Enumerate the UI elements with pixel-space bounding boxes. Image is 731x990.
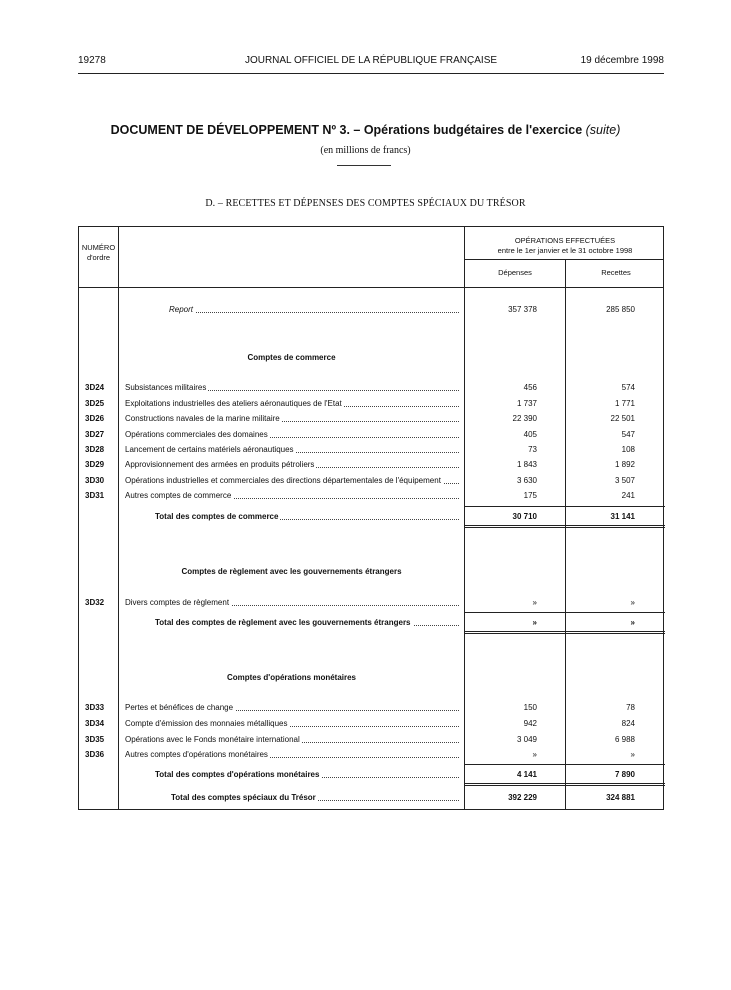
category-title: Comptes d'opérations monétaires	[226, 673, 357, 682]
total-rule	[464, 525, 665, 528]
report-row: Report 357 378 285 850	[79, 303, 665, 317]
subtotal-rule	[464, 612, 665, 613]
title-rule	[337, 165, 391, 166]
table-row: 3D26 Constructions navales de la marine militaire 22 390 22 501	[79, 412, 665, 426]
journal-title: JOURNAL OFFICIEL DE LA RÉPUBLIQUE FRANÇAISE	[244, 55, 498, 66]
operations-header: OPÉRATIONS EFFECTUÉES entre le 1er janvier et le 31 octobre 1998	[497, 236, 633, 255]
grand-total-row: Total des comptes spéciaux du Trésor 392 229 324 881	[79, 791, 665, 805]
page-header	[78, 55, 664, 71]
unit-note: (en millions de francs)	[320, 145, 411, 156]
table-row: 3D25 Exploitations industrielles des ateliers aéronautiques de l'Etat 1 737 1 771	[79, 397, 665, 411]
numero-column-header: NUMÉRO d'ordre	[81, 243, 116, 262]
title-suffix: (suite)	[585, 123, 621, 137]
table-row: 3D29 Approvisionnement des armées en produits pétroliers 1 843 1 892	[79, 458, 665, 472]
accounts-table	[78, 226, 664, 810]
header-rule	[78, 73, 664, 74]
header-divider	[79, 287, 663, 288]
table-row: 3D31 Autres comptes de commerce 175 241	[79, 489, 665, 503]
section-title: D. – RECETTES ET DÉPENSES DES COMPTES SPÉCIAUX DU TRÉSOR	[205, 198, 526, 209]
table-row: 3D33 Pertes et bénéfices de change 150 78	[79, 701, 665, 715]
total-row: Total des comptes d'opérations monétaires 4 141 7 890	[79, 768, 665, 782]
document-title: DOCUMENT DE DÉVELOPPEMENT Nº 3. – Opérations budgétaires de l'exercice (suite)	[110, 123, 621, 137]
recettes-column-header: Recettes	[601, 268, 631, 277]
depenses-column-header: Dépenses	[498, 268, 532, 277]
table-row: 3D27 Opérations commerciales des domaines 405 547	[79, 428, 665, 442]
table-row: 3D34 Compte d'émission des monnaies métalliques 942 824	[79, 717, 665, 731]
table-row: 3D35 Opérations avec le Fonds monétaire international 3 049 6 988	[79, 733, 665, 747]
subtotal-rule	[464, 506, 665, 507]
total-row: Total des comptes de règlement avec les gouvernements étrangers » »	[79, 616, 665, 630]
table-row: 3D28 Lancement de certains matériels aéronautiques 73 108	[79, 443, 665, 457]
total-rule	[464, 631, 665, 634]
table-row: 3D36 Autres comptes d'opérations monétaires » »	[79, 748, 665, 762]
table-row: 3D24 Subsistances militaires 456 574	[79, 381, 665, 395]
table-row: 3D30 Opérations industrielles et commerciales des directions départementales de l'équipement 3 630 3 507	[79, 474, 665, 488]
category-title: Comptes de règlement avec les gouvernements étrangers	[181, 567, 402, 576]
subtotal-rule	[464, 764, 665, 765]
publication-date: 19 décembre 1998	[580, 55, 664, 66]
category-title: Comptes de commerce	[247, 353, 336, 362]
page-number: 19278	[78, 55, 106, 66]
subheader-divider	[464, 259, 663, 260]
total-rule	[464, 783, 665, 786]
table-row: 3D32 Divers comptes de règlement » »	[79, 596, 665, 610]
total-row: Total des comptes de commerce 30 710 31 141	[79, 510, 665, 524]
